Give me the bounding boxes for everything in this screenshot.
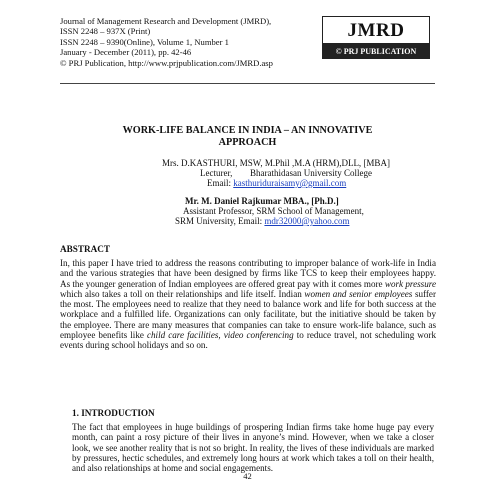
paper-title bbox=[60, 125, 435, 149]
journal-header bbox=[60, 16, 435, 78]
journal-line: Journal of Management Research and Development (JMRD), bbox=[60, 16, 272, 26]
abstract-text: which also takes a toll on their relationships and life itself. Indian bbox=[60, 288, 305, 299]
logo-title: JMRD bbox=[322, 16, 430, 44]
introduction-heading: 1. INTRODUCTION bbox=[72, 408, 155, 418]
author1-college: Bharathidasan University College bbox=[250, 168, 372, 178]
title-line: WORK-LIFE BALANCE IN INDIA – AN INNOVATIVE bbox=[122, 125, 373, 136]
abstract-emphasis: women and senior employees bbox=[304, 288, 413, 299]
author2-email-line bbox=[175, 216, 349, 226]
author1-email-link[interactable]: kasthuriduraisamy@gmail.com bbox=[233, 178, 347, 188]
logo-subtitle: © PRJ PUBLICATION bbox=[322, 44, 430, 59]
journal-line: ISSN 2248 – 9390(Online), Volume 1, Number 1 bbox=[60, 36, 229, 47]
abstract-heading: ABSTRACT bbox=[60, 244, 111, 254]
author2-role: Assistant Professor, SRM School of Management, bbox=[183, 206, 364, 216]
journal-info bbox=[60, 16, 273, 68]
email-label: Email: bbox=[207, 178, 234, 188]
author1-name: Mrs. D.KASTHURI, MSW, M.Phil ,M.A (HRM),DLL, [MBA] bbox=[162, 158, 390, 168]
author1-role: Lecturer, bbox=[200, 168, 233, 178]
header-divider bbox=[60, 83, 435, 84]
author2-email-link[interactable]: mdr32000@yahoo.com bbox=[264, 216, 350, 226]
abstract-text: In, this paper I have tried to address the reasons contributing to improper balance of work-life in India and the various strategies that have been designed by firms like TCS to keep their employees happy. As the younger generation of Indian employees are offered great pay with it comes more bbox=[60, 258, 436, 289]
author2-name: Mr. M. Daniel Rajkumar MBA., [Ph.D.] bbox=[185, 196, 339, 206]
title-line: APPROACH bbox=[218, 137, 277, 148]
abstract-emphasis: work pressure bbox=[384, 278, 437, 289]
abstract-body bbox=[60, 258, 436, 350]
author2-affiliation: SRM University, Email: bbox=[175, 216, 265, 226]
abstract-text: suffer the most. The employees need to realize that they need to balance work and life for both success at the workplace and a fulfilled life. Organizations can only facilitate, but the initiative should be taken by the employee. There are many measures that companies can take to ensure work-life balance, such as employee benefits like bbox=[60, 288, 436, 340]
journal-logo bbox=[322, 16, 430, 60]
author1-email-line bbox=[207, 178, 346, 188]
journal-line: ISSN 2248 – 937X (Print) bbox=[60, 26, 151, 37]
abstract-text: to reduce travel, not scheduling work events during school holidays and so on. bbox=[60, 329, 436, 350]
page-number: 42 bbox=[243, 471, 252, 481]
introduction-body: The fact that employees in huge buildings of prospering Indian firms take home huge pay every month, can paint a rosy picture of their lives in anyone’s mind. However, when we take a closer look, we see another reality that is not so bright. In reality, the lives of these individuals are marked by pressures, hectic schedules, and extremely long hours at work which takes a toll on their health, and also relationships at home and social engagements. bbox=[72, 422, 434, 473]
abstract-emphasis: child care facilities, video conferencing bbox=[146, 329, 294, 340]
journal-line: © PRJ Publication, http://www.prjpublication.com/JMRD.asp bbox=[60, 57, 273, 68]
journal-line: January - December (2011), pp. 42-46 bbox=[60, 47, 192, 58]
